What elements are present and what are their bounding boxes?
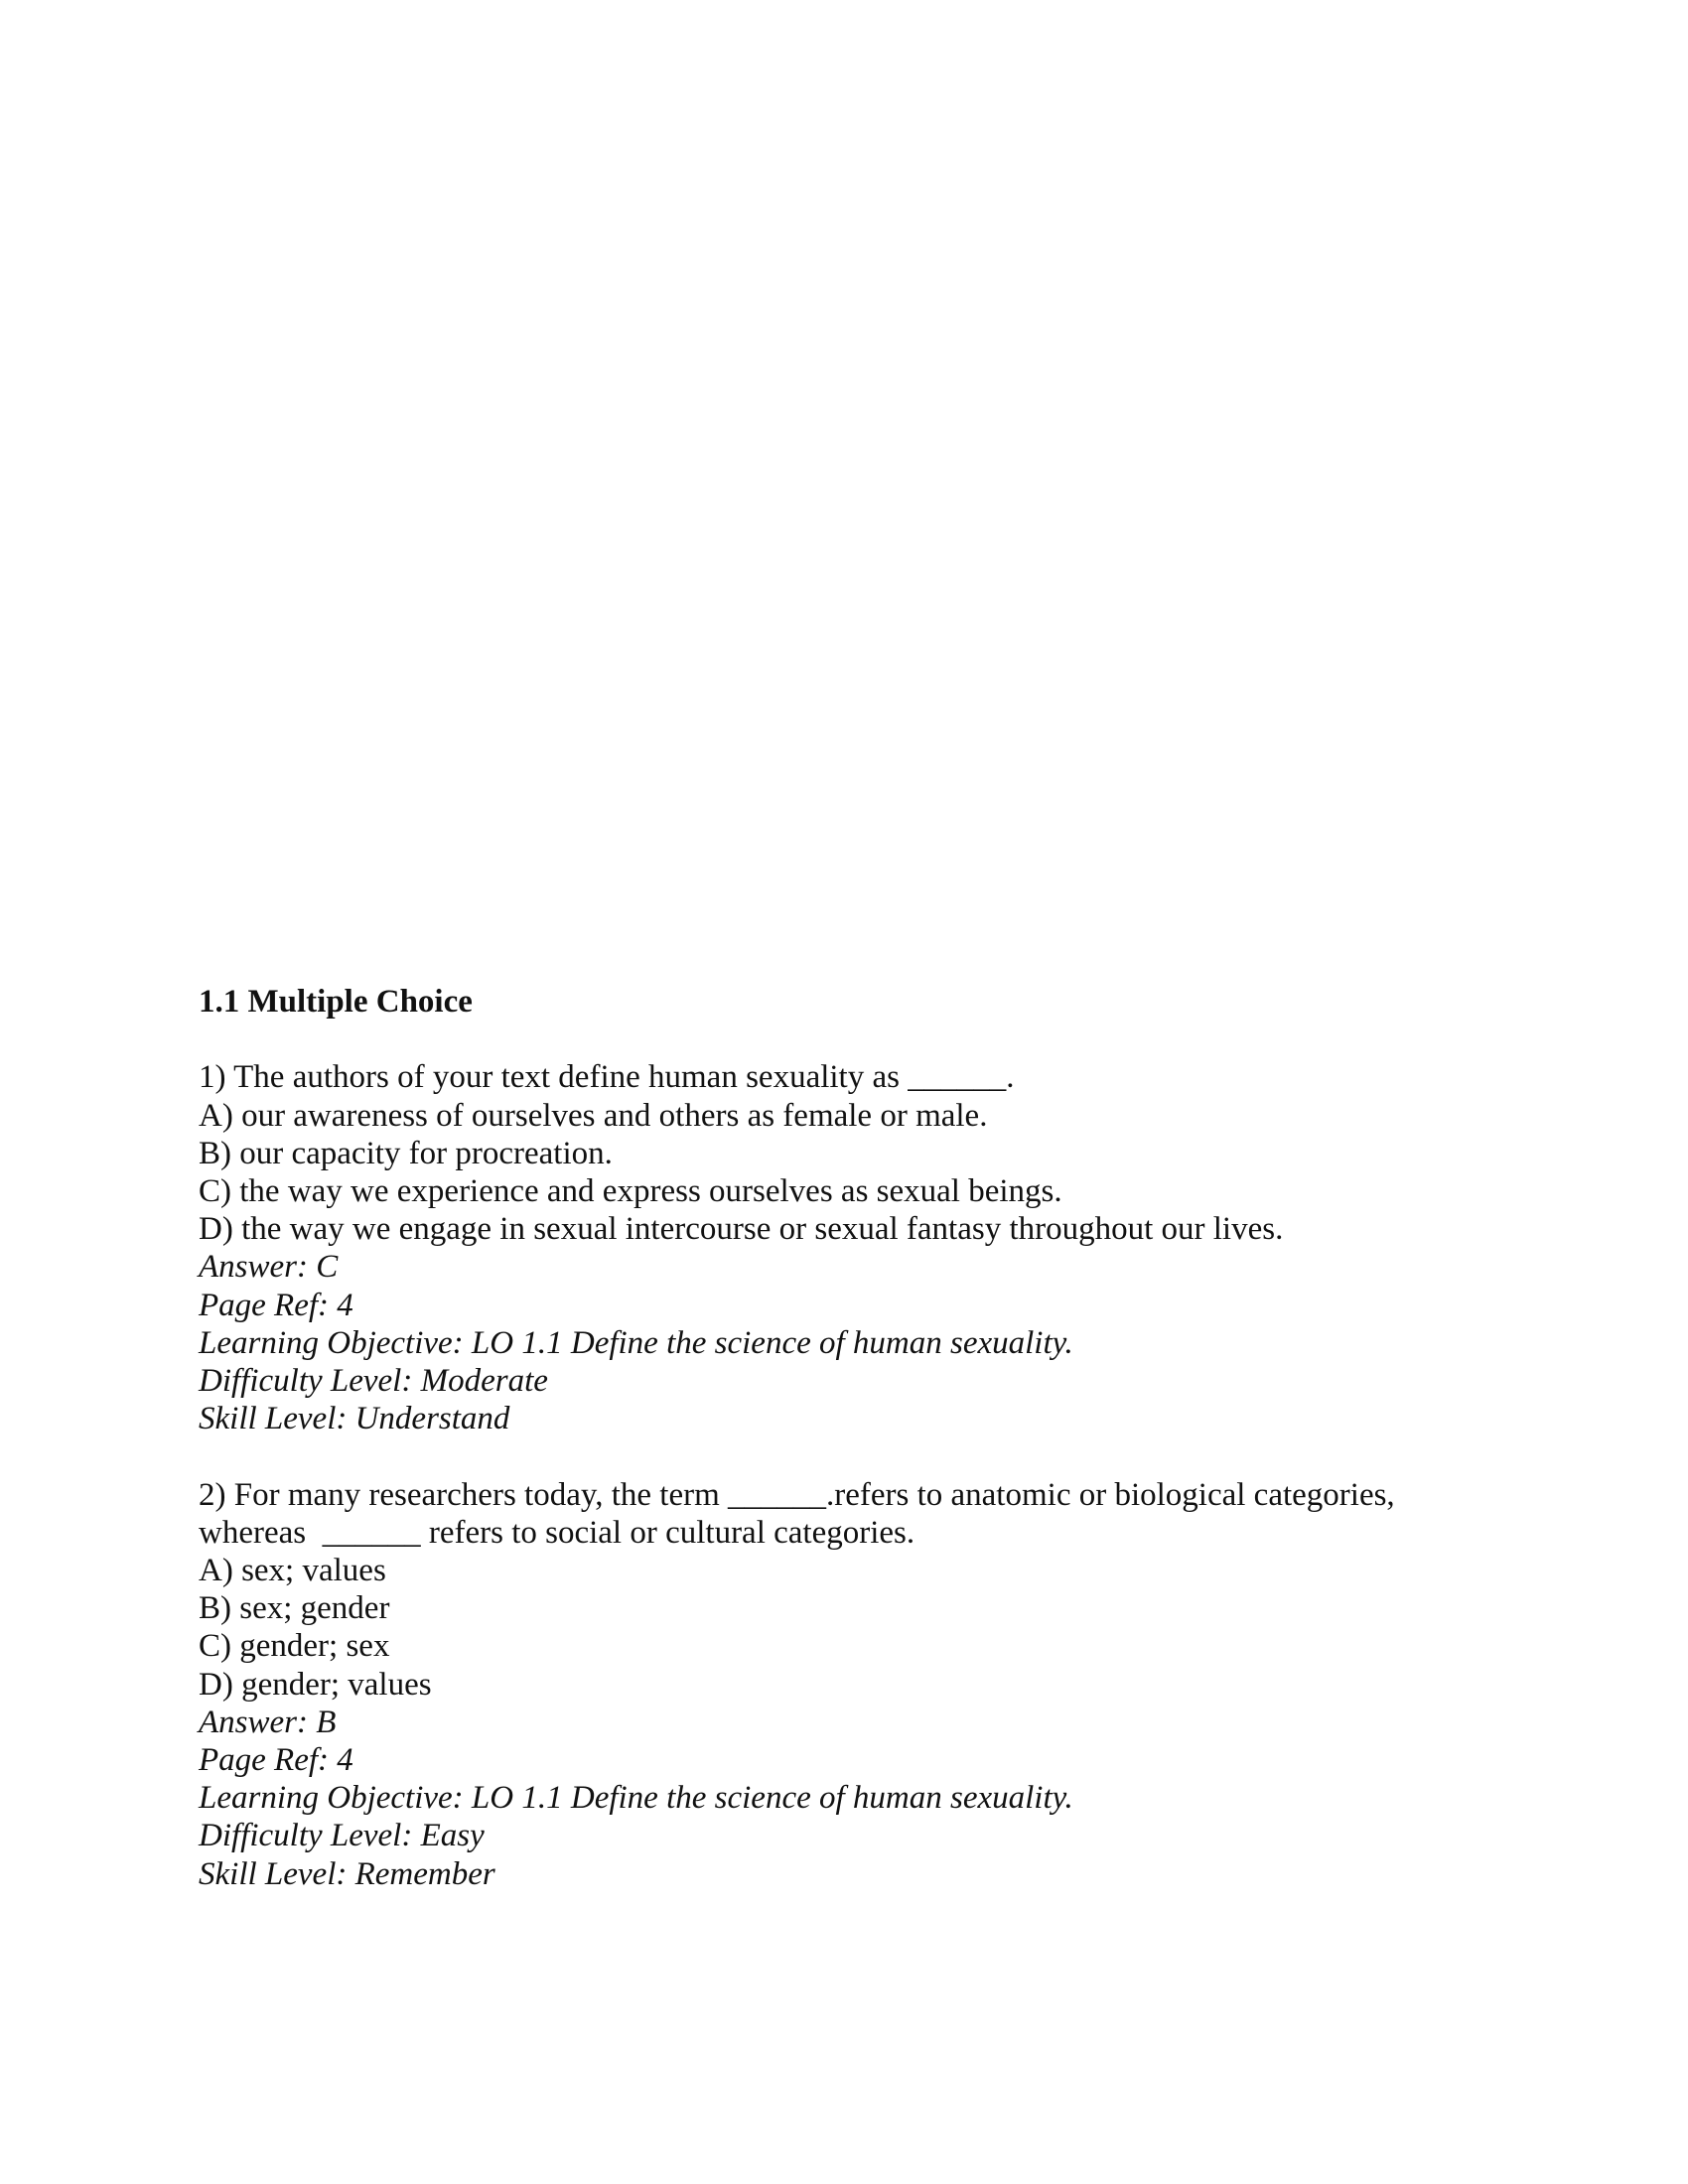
option-c: C) gender; sex [199,1628,390,1665]
question-2 [199,1476,1509,1893]
skill-level: Skill Level: Understand [199,1401,510,1437]
page-ref: Page Ref: 4 [199,1287,353,1323]
answer: Answer: C [199,1249,339,1286]
skill-level: Skill Level: Remember [199,1855,495,1892]
option-c: C) the way we experience and express ourselves as sexual beings. [199,1172,1062,1209]
spacer [199,1021,1509,1058]
option-b: B) our capacity for procreation. [199,1135,613,1171]
option-d: D) gender; values [199,1666,432,1703]
section-title: 1.1 Multiple Choice [199,984,473,1020]
option-b: B) sex; gender [199,1590,390,1627]
learning-objective: Learning Objective: LO 1.1 Define the science of human sexuality. [199,1780,1073,1817]
page-ref: Page Ref: 4 [199,1742,353,1779]
question-stem-line: whereas ______ refers to social or cultural categories. [199,1514,915,1551]
option-d: D) the way we engage in sexual intercourse or sexual fantasy throughout our lives. [199,1211,1284,1248]
spacer [199,1437,1509,1475]
learning-objective: Learning Objective: LO 1.1 Define the science of human sexuality. [199,1324,1073,1361]
difficulty-level: Difficulty Level: Moderate [199,1363,548,1399]
difficulty-level: Difficulty Level: Easy [199,1818,485,1854]
question-stem-line: 2) For many researchers today, the term ______.refers to anatomic or biological categories, [199,1476,1395,1513]
answer: Answer: B [199,1704,337,1740]
option-a: A) our awareness of ourselves and others as female or male. [199,1097,988,1134]
question-stem-line: 1) The authors of your text define human sexuality as ______. [199,1059,1015,1096]
option-a: A) sex; values [199,1553,386,1588]
page-content [199,983,1509,1893]
question-1 [199,1058,1509,1437]
